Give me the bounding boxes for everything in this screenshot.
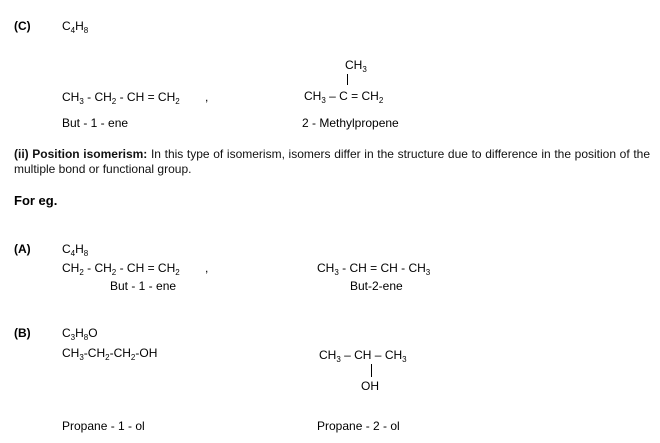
propan-2-ol-structure: $CH_3$ – CH – $CH_3$ <box>319 348 407 364</box>
methylpropene-structure: $CH_3 - C = CH_2$ <box>304 89 384 105</box>
but-1-ene-name: But - 1 - ene <box>62 116 129 130</box>
methyl-branch: $CH_3$ <box>345 58 367 74</box>
but-2-ene-name: But-2-ene <box>350 279 403 293</box>
oh-bond <box>371 364 372 377</box>
position-isomerism-text: In this type of isomerism, isomers differ in the structure due to difference in the position of the multiple bond or functional group. <box>14 147 651 176</box>
propan-2-ol-name: Propane - 2 - ol <box>317 419 400 433</box>
example-a-but-1-ene-structure: $CH_2 - CH_2$ - CH = $CH_2$ <box>62 261 180 277</box>
methylpropene-name: 2 - Methylpropene <box>302 116 399 130</box>
for-eg-heading: For eg. <box>14 193 58 208</box>
propan-1-ol-structure: $CH_3-CH_2-CH_2-OH$ <box>62 346 158 362</box>
example-a-but-1-ene-name: But - 1 - ene <box>110 279 177 293</box>
section-c-label: (C) <box>14 19 31 33</box>
but-2-ene-structure: $CH_3$ - CH = CH - $CH_3$ <box>317 261 431 277</box>
branch-bond <box>347 74 348 85</box>
separator-comma: , <box>205 90 209 104</box>
separator-comma: , <box>205 261 209 275</box>
example-a-formula: $C_4H_8$ <box>62 242 89 258</box>
but-1-ene-structure: $CH_3 - CH_2$ - CH = $CH_2$ <box>62 90 180 106</box>
propan-1-ol-name: Propane - 1 - ol <box>62 419 145 433</box>
example-b-label: (B) <box>14 326 31 340</box>
example-a-label: (A) <box>14 242 31 256</box>
example-b-formula: $C_3H_8O$ <box>62 326 98 342</box>
position-isomerism-heading: (ii) Position isomerism: <box>14 147 148 161</box>
section-c-formula: $C_4H_8$ <box>62 19 89 35</box>
oh-group: OH <box>361 379 379 393</box>
position-isomerism-paragraph <box>14 147 650 177</box>
